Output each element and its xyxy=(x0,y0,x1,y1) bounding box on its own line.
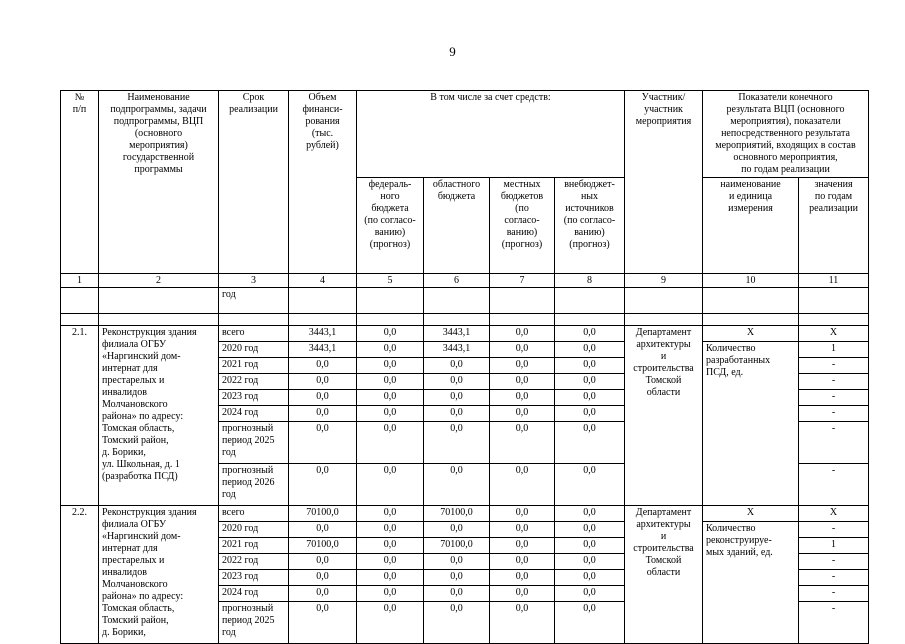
header-indicator-values: значения по годам реализации xyxy=(799,178,869,274)
term-cell: 2020 год xyxy=(219,522,289,538)
local-cell: 0,0 xyxy=(490,358,555,374)
volume-cell: 0,0 xyxy=(289,406,357,422)
column-index-11: 11 xyxy=(799,274,869,288)
indicator-name-cell: Количество разработанных ПСД, ед. xyxy=(703,342,799,506)
indicator-value-cell: - xyxy=(799,422,869,464)
extra-cell: 0,0 xyxy=(555,554,625,570)
indicator-value-cell: 1 xyxy=(799,342,869,358)
federal-cell: 0,0 xyxy=(357,506,424,522)
indicator-value-cell: - xyxy=(799,554,869,570)
column-index-6: 6 xyxy=(424,274,490,288)
term-cell: 2022 год xyxy=(219,374,289,390)
local-cell: 0,0 xyxy=(490,326,555,342)
participant-cell: Департамент архитектуры и строительства Томской области xyxy=(625,506,703,644)
regional-cell: 70100,0 xyxy=(424,538,490,554)
extra-cell: 0,0 xyxy=(555,586,625,602)
indicator-value-cell: - xyxy=(799,602,869,644)
volume-cell: 0,0 xyxy=(289,602,357,644)
column-index-5: 5 xyxy=(357,274,424,288)
term-cell: всего xyxy=(219,506,289,522)
extra-cell: 0,0 xyxy=(555,358,625,374)
header-sources-group: В том числе за счет средств: xyxy=(357,91,625,178)
indicator-value-cell: - xyxy=(799,390,869,406)
carryover-row xyxy=(61,288,869,314)
column-index-1: 1 xyxy=(61,274,99,288)
local-cell: 0,0 xyxy=(490,390,555,406)
volume-cell: 0,0 xyxy=(289,422,357,464)
indicator-value-cell: X xyxy=(703,326,799,342)
volume-cell: 0,0 xyxy=(289,390,357,406)
regional-cell: 0,0 xyxy=(424,374,490,390)
extra-cell: 0,0 xyxy=(555,406,625,422)
volume-cell: 3443,1 xyxy=(289,326,357,342)
indicator-value-cell-x: X xyxy=(799,326,869,342)
local-cell: 0,0 xyxy=(490,554,555,570)
regional-cell: 0,0 xyxy=(424,602,490,644)
term-cell: 2023 год xyxy=(219,570,289,586)
extra-cell: 0,0 xyxy=(555,390,625,406)
regional-cell: 0,0 xyxy=(424,586,490,602)
federal-cell: 0,0 xyxy=(357,406,424,422)
header-name: Наименование подпрограммы, задачи подпрограммы, ВЦП (основного мероприятия) государственной программы xyxy=(99,91,219,274)
federal-cell: 0,0 xyxy=(357,538,424,554)
indicator-value-cell: X xyxy=(703,506,799,522)
local-cell: 0,0 xyxy=(490,570,555,586)
local-cell: 0,0 xyxy=(490,602,555,644)
federal-cell: 0,0 xyxy=(357,554,424,570)
carryover-term: год xyxy=(219,288,289,314)
local-cell: 0,0 xyxy=(490,506,555,522)
regional-cell: 3443,1 xyxy=(424,342,490,358)
indicator-value-cell: - xyxy=(799,374,869,390)
column-index-4: 4 xyxy=(289,274,357,288)
column-index-3: 3 xyxy=(219,274,289,288)
indicator-value-cell: 1 xyxy=(799,538,869,554)
term-cell: 2024 год xyxy=(219,586,289,602)
federal-cell: 0,0 xyxy=(357,326,424,342)
federal-cell: 0,0 xyxy=(357,374,424,390)
extra-cell: 0,0 xyxy=(555,422,625,464)
header-no: № п/п xyxy=(61,91,99,274)
spacer-row xyxy=(61,314,869,326)
term-cell: прогнозный период 2025 год xyxy=(219,602,289,644)
column-index-8: 8 xyxy=(555,274,625,288)
table-row xyxy=(61,326,869,342)
extra-cell: 0,0 xyxy=(555,570,625,586)
regional-cell: 0,0 xyxy=(424,464,490,506)
page-number: 9 xyxy=(449,44,456,59)
regional-cell: 0,0 xyxy=(424,390,490,406)
header-participant: Участник/ участник мероприятия xyxy=(625,91,703,274)
local-cell: 0,0 xyxy=(490,538,555,554)
volume-cell: 0,0 xyxy=(289,358,357,374)
header-volume: Объем финанси- рования (тыс. рублей) xyxy=(289,91,357,274)
indicator-value-cell: - xyxy=(799,406,869,422)
local-cell: 0,0 xyxy=(490,522,555,538)
term-cell: 2021 год xyxy=(219,538,289,554)
federal-cell: 0,0 xyxy=(357,522,424,538)
extra-cell: 0,0 xyxy=(555,374,625,390)
term-cell: прогнозный период 2026 год xyxy=(219,464,289,506)
term-cell: 2024 год xyxy=(219,406,289,422)
item-number: 2.1. xyxy=(61,326,99,506)
column-index-2: 2 xyxy=(99,274,219,288)
header-federal: федераль- ного бюджета (по согласо- ванию) (прогноз) xyxy=(357,178,424,274)
local-cell: 0,0 xyxy=(490,374,555,390)
extra-cell: 0,0 xyxy=(555,342,625,358)
participant-cell: Департамент архитектуры и строительства Томской области xyxy=(625,326,703,506)
local-cell: 0,0 xyxy=(490,422,555,464)
column-index-7: 7 xyxy=(490,274,555,288)
regional-cell: 70100,0 xyxy=(424,506,490,522)
regional-cell: 0,0 xyxy=(424,406,490,422)
federal-cell: 0,0 xyxy=(357,602,424,644)
federal-cell: 0,0 xyxy=(357,422,424,464)
column-index-9: 9 xyxy=(625,274,703,288)
indicator-value-cell: - xyxy=(799,586,869,602)
program-table xyxy=(60,90,869,644)
column-index-row xyxy=(61,274,869,288)
federal-cell: 0,0 xyxy=(357,570,424,586)
header-term: Срок реализации xyxy=(219,91,289,274)
term-cell: всего xyxy=(219,326,289,342)
extra-cell: 0,0 xyxy=(555,326,625,342)
item-name: Реконструкция здания филиала ОГБУ «Наргинский дом- интернат для престарелых и инвалидов Молчановского района» по адресу: Томская область, Томский район, д. Борики, ул. Школьная, д. 1 (разработка ПСД) xyxy=(99,326,219,506)
header-regional: областного бюджета xyxy=(424,178,490,274)
local-cell: 0,0 xyxy=(490,342,555,358)
volume-cell: 3443,1 xyxy=(289,342,357,358)
federal-cell: 0,0 xyxy=(357,586,424,602)
item-number: 2.2. xyxy=(61,506,99,644)
volume-cell: 0,0 xyxy=(289,374,357,390)
regional-cell: 0,0 xyxy=(424,358,490,374)
indicator-value-cell: - xyxy=(799,570,869,586)
header-local: местных бюджетов (по согласо- ванию) (прогноз) xyxy=(490,178,555,274)
term-cell: 2020 год xyxy=(219,342,289,358)
regional-cell: 3443,1 xyxy=(424,326,490,342)
regional-cell: 0,0 xyxy=(424,522,490,538)
extra-cell: 0,0 xyxy=(555,506,625,522)
volume-cell: 0,0 xyxy=(289,464,357,506)
federal-cell: 0,0 xyxy=(357,390,424,406)
indicator-value-cell: - xyxy=(799,522,869,538)
volume-cell: 0,0 xyxy=(289,554,357,570)
local-cell: 0,0 xyxy=(490,464,555,506)
item-name: Реконструкция здания филиала ОГБУ «Наргинский дом- интернат для престарелых и инвалидов Молчановского района» по адресу: Томская область, Томский район, д. Борики, xyxy=(99,506,219,644)
term-cell: 2022 год xyxy=(219,554,289,570)
federal-cell: 0,0 xyxy=(357,358,424,374)
regional-cell: 0,0 xyxy=(424,422,490,464)
term-cell: прогнозный период 2025 год xyxy=(219,422,289,464)
header-extra: внебюджет- ных источников (по согласо- ванию) (прогноз) xyxy=(555,178,625,274)
extra-cell: 0,0 xyxy=(555,602,625,644)
indicator-name-cell: Количество реконструируе- мых зданий, ед. xyxy=(703,522,799,644)
volume-cell: 0,0 xyxy=(289,570,357,586)
extra-cell: 0,0 xyxy=(555,522,625,538)
indicator-value-cell: - xyxy=(799,464,869,506)
volume-cell: 0,0 xyxy=(289,586,357,602)
volume-cell: 0,0 xyxy=(289,522,357,538)
extra-cell: 0,0 xyxy=(555,538,625,554)
term-cell: 2021 год xyxy=(219,358,289,374)
column-index-10: 10 xyxy=(703,274,799,288)
extra-cell: 0,0 xyxy=(555,464,625,506)
volume-cell: 70100,0 xyxy=(289,506,357,522)
local-cell: 0,0 xyxy=(490,406,555,422)
table-row xyxy=(61,506,869,522)
local-cell: 0,0 xyxy=(490,586,555,602)
regional-cell: 0,0 xyxy=(424,554,490,570)
indicator-value-cell-x: X xyxy=(799,506,869,522)
regional-cell: 0,0 xyxy=(424,570,490,586)
term-cell: 2023 год xyxy=(219,390,289,406)
header-indicator-name: наименование и единица измерения xyxy=(703,178,799,274)
federal-cell: 0,0 xyxy=(357,342,424,358)
federal-cell: 0,0 xyxy=(357,464,424,506)
indicator-value-cell: - xyxy=(799,358,869,374)
volume-cell: 70100,0 xyxy=(289,538,357,554)
header-indicators-group: Показатели конечного результата ВЦП (основного мероприятия), показатели непосредственного результата мероприятий, входящих в состав основного мероприятия, по годам реализации xyxy=(703,91,869,178)
